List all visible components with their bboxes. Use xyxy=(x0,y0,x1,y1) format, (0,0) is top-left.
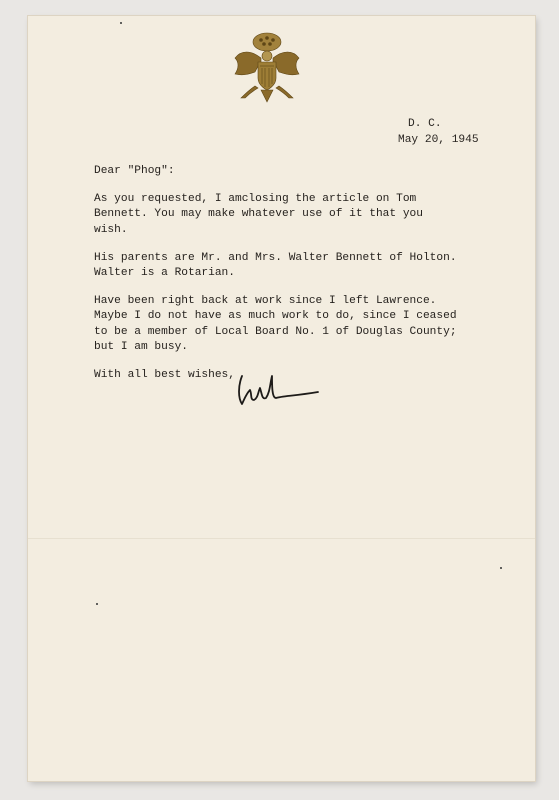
salutation: Dear "Phog": xyxy=(94,165,175,177)
place-line: D. C. xyxy=(408,118,442,130)
paragraph-2: His parents are Mr. and Mrs. Walter Bennett of Holton. Walter is a Rotarian. xyxy=(94,251,457,280)
eagle-seal-icon xyxy=(231,28,303,110)
letter-body xyxy=(94,164,514,396)
paper-speck xyxy=(500,567,502,569)
closing: With all best wishes, xyxy=(94,369,235,382)
paper-speck xyxy=(96,603,98,605)
paragraph-3: Have been right back at work since I left Lawrence. Maybe I do not have as much work to do, since I ceased to be a member of Local Board No. 1 of Douglas County; but I am busy. xyxy=(94,295,457,353)
handwritten-signature xyxy=(234,368,324,410)
fold-line xyxy=(28,538,535,539)
letter-sheet xyxy=(28,16,535,781)
paragraph-1: As you requested, I amclosing the article on Tom Bennett. You may make whatever use of it that you wish. xyxy=(94,193,423,236)
date-line: May 20, 1945 xyxy=(398,134,479,146)
date-block xyxy=(398,116,479,148)
paper-speck xyxy=(120,22,122,24)
